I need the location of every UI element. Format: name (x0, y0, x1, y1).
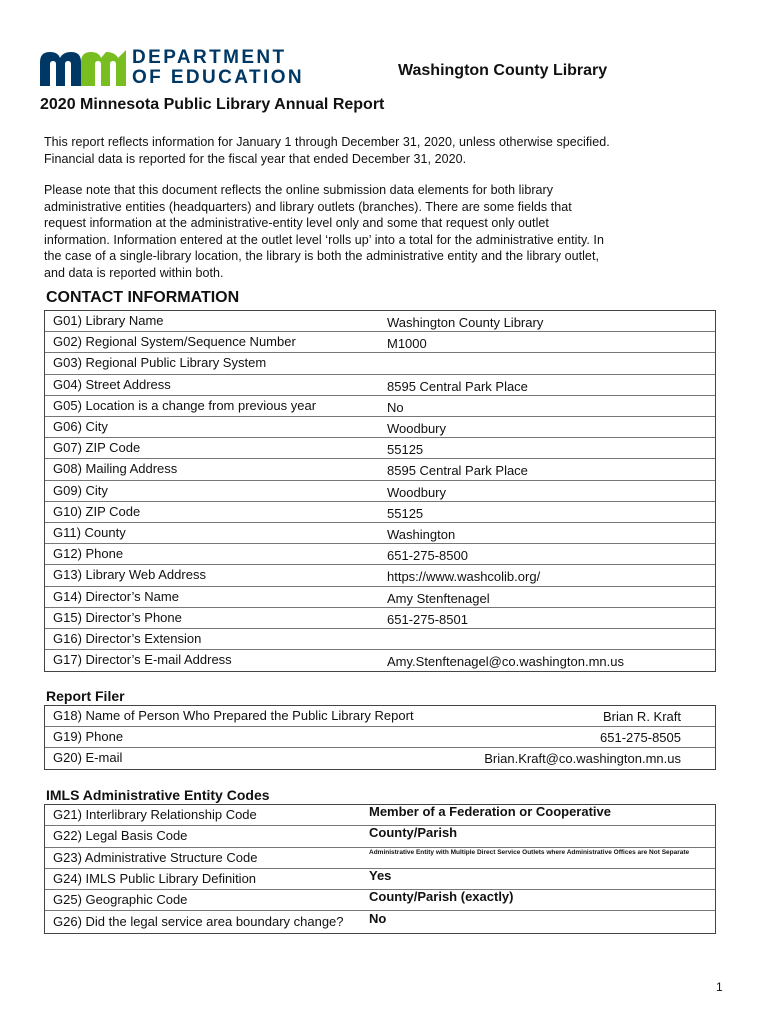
field-label: G23) Administrative Structure Code (53, 849, 258, 865)
table-row (45, 805, 715, 826)
table-row (45, 311, 715, 332)
intro-paragraph-2 (44, 182, 724, 281)
field-value: Amy.Stenftenagel@co.washington.mn.us (387, 654, 624, 670)
table-row (45, 608, 715, 629)
field-label: G25) Geographic Code (53, 892, 188, 908)
field-value: Amy Stenftenagel (387, 590, 490, 606)
table-row (45, 523, 715, 544)
table-row (45, 848, 715, 869)
report-title: 2020 Minnesota Public Library Annual Report (40, 96, 385, 113)
field-label: G17) Director’s E-mail Address (53, 652, 232, 668)
table-row (45, 375, 715, 396)
field-label: G04) Street Address (53, 376, 171, 392)
field-label: G13) Library Web Address (53, 567, 206, 583)
intro-line: administrative entities (headquarters) and library outlets (branches). There are some fields that (44, 199, 572, 214)
logo-line2: OF EDUCATION (132, 67, 304, 88)
table-row (45, 748, 715, 768)
table-row (45, 727, 715, 748)
intro-line: request information at the administrative-entity level only and some that request only outlet (44, 216, 549, 230)
table-row (45, 332, 715, 353)
field-value: 55125 (387, 505, 424, 521)
field-label: G18) Name of Person Who Prepared the Public Library Report (53, 708, 414, 723)
field-value: M1000 (387, 336, 427, 352)
field-label: G22) Legal Basis Code (53, 828, 188, 844)
mn-state-logo-icon (40, 48, 126, 88)
field-value: No (387, 399, 404, 415)
filer-table (44, 705, 716, 770)
field-label: G09) City (53, 482, 108, 498)
field-label: G26) Did the legal service area boundary change? (53, 913, 344, 929)
intro-line: information. Information entered at the outlet level ‘rolls up’ into a total for the administrative entity. In (44, 232, 604, 247)
field-value: Woodbury (387, 484, 447, 500)
table-row (45, 481, 715, 502)
table-row (45, 417, 715, 438)
field-label: G07) ZIP Code (53, 440, 141, 456)
field-value: https://www.washcolib.org/ (387, 569, 541, 585)
logo-line1: DEPARTMENT (132, 47, 287, 68)
field-value: No (369, 910, 387, 926)
table-row (45, 629, 715, 650)
page-number: 1 (716, 980, 723, 994)
imls-section-title: IMLS Administrative Entity Codes (46, 787, 270, 803)
field-value: 651-275-8501 (387, 611, 468, 627)
intro-paragraph-1 (44, 134, 724, 167)
field-value: Member of a Federation or Cooperative (369, 804, 611, 819)
field-value: County/Parish (369, 825, 458, 841)
field-value: 651-275-8500 (387, 548, 468, 564)
field-label: G20) E-mail (53, 750, 123, 766)
intro-line: This report reflects information for January 1 through December 31, 2020, unless otherwise specified. (44, 135, 610, 149)
field-label: G10) ZIP Code (53, 503, 141, 519)
field-value: Washington County Library (387, 315, 544, 330)
field-label: G12) Phone (53, 546, 124, 562)
intro-line: the case of a single-library location, the library is both the administrative entity and the library outlet, (44, 249, 599, 263)
field-label: G16) Director’s Extension (53, 631, 202, 646)
table-row (45, 353, 715, 374)
field-value: 8595 Central Park Place (387, 463, 528, 479)
field-label: G08) Mailing Address (53, 461, 178, 477)
table-row (45, 544, 715, 565)
table-row (45, 565, 715, 586)
field-label: G02) Regional System/Sequence Number (53, 334, 296, 350)
field-value: Woodbury (387, 421, 447, 436)
table-row (45, 459, 715, 480)
table-row (45, 396, 715, 417)
table-row (45, 890, 715, 911)
table-row (45, 826, 715, 847)
field-value: County/Parish (exactly) (369, 889, 514, 905)
field-value: Administrative Entity with Multiple Direct Service Outlets where Administrative Offices are Not Separate (369, 848, 690, 856)
field-label: G19) Phone (53, 729, 124, 745)
field-label: G05) Location is a change from previous year (53, 397, 317, 413)
field-label: G15) Director’s Phone (53, 609, 182, 625)
library-name-header: Washington County Library (398, 62, 608, 79)
field-label: G03) Regional Public Library System (53, 355, 267, 371)
contact-section-title: CONTACT INFORMATION (46, 289, 240, 306)
table-row (45, 912, 715, 932)
logo-wordmark (132, 48, 304, 88)
field-value: Yes (369, 867, 392, 883)
field-value: 55125 (387, 442, 424, 458)
field-value: Washington (387, 527, 456, 542)
field-label: G11) County (53, 525, 126, 540)
field-label: G21) Interlibrary Relationship Code (53, 807, 257, 822)
table-row (45, 438, 715, 459)
intro-line: Please note that this document reflects the online submission data elements for both library (44, 183, 554, 197)
contact-table (44, 310, 716, 672)
field-label: G01) Library Name (53, 313, 164, 328)
field-value: Brian R. Kraft (602, 709, 681, 724)
intro-line: Financial data is reported for the fiscal year that ended December 31, 2020. (44, 151, 467, 166)
table-row (45, 650, 715, 670)
table-row (45, 869, 715, 890)
filer-section-title: Report Filer (46, 688, 125, 704)
field-value: 651-275-8505 (600, 730, 681, 746)
field-label: G24) IMLS Public Library Definition (53, 870, 257, 886)
field-label: G06) City (53, 419, 108, 434)
field-value: 8595 Central Park Place (387, 378, 528, 394)
table-row (45, 502, 715, 523)
intro-line: and data is reported within both. (44, 265, 224, 280)
table-row (45, 587, 715, 608)
imls-table (44, 804, 716, 934)
field-label: G14) Director’s Name (53, 588, 179, 604)
table-row (45, 706, 715, 727)
field-value: Brian.Kraft@co.washington.mn.us (484, 751, 681, 767)
